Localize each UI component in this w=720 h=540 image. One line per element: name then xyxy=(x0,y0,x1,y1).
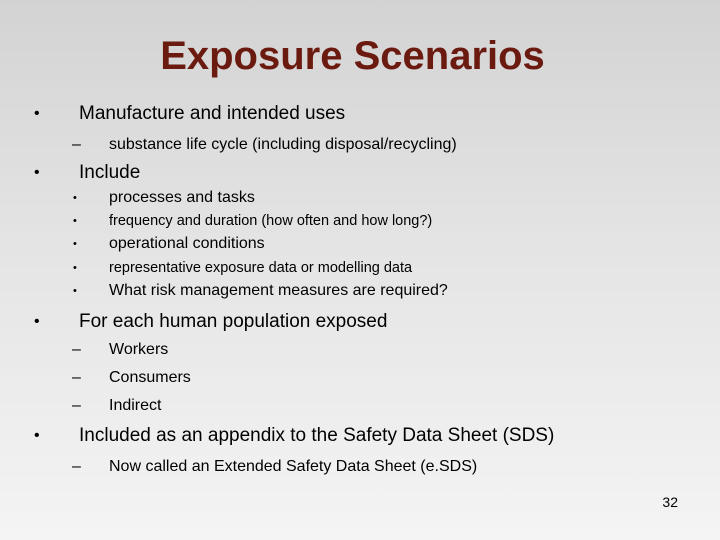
list-item-text: operational conditions xyxy=(109,235,265,252)
bullet: • xyxy=(34,164,40,181)
dash: – xyxy=(72,136,81,153)
list-item-text: Indirect xyxy=(109,397,162,414)
list-item xyxy=(0,133,700,157)
list-item-text: Manufacture and intended uses xyxy=(79,103,346,124)
dash: – xyxy=(72,458,81,475)
bullet: • xyxy=(73,285,77,297)
list-item-text: For each human population exposed xyxy=(79,311,388,332)
list-item-text: Included as an appendix to the Safety Data Sheet (SDS) xyxy=(79,425,555,446)
dash: – xyxy=(72,369,81,386)
list-item xyxy=(0,161,700,185)
list-item xyxy=(0,424,700,448)
bullet: • xyxy=(73,192,77,204)
slide-title: Exposure Scenarios xyxy=(160,34,545,78)
list-item xyxy=(0,256,700,280)
bullet: • xyxy=(34,313,40,330)
dash: – xyxy=(72,397,81,414)
list-item xyxy=(0,279,700,303)
dash: – xyxy=(72,341,81,358)
list-item-text: representative exposure data or modelling data xyxy=(109,260,413,276)
list-item xyxy=(0,102,700,126)
list-item-text: Consumers xyxy=(109,369,191,386)
bullet: • xyxy=(73,262,77,274)
bullet: • xyxy=(34,427,40,444)
list-item-text: What risk management measures are required? xyxy=(109,282,448,299)
bullet: • xyxy=(73,238,77,250)
list-item xyxy=(0,310,700,334)
list-item-text: frequency and duration (how often and how long?) xyxy=(109,213,433,229)
list-item xyxy=(0,394,700,418)
list-item-text: Workers xyxy=(109,341,169,358)
list-item xyxy=(0,186,700,210)
list-item-text: Include xyxy=(79,162,141,183)
list-item xyxy=(0,209,700,233)
list-item-text: substance life cycle (including disposal/recycling) xyxy=(109,136,457,153)
page-number: 32 xyxy=(662,494,678,510)
list-item xyxy=(0,232,700,256)
list-item-text: Now called an Extended Safety Data Sheet (e.SDS) xyxy=(109,458,478,475)
list-item xyxy=(0,366,700,390)
list-item-text: processes and tasks xyxy=(109,189,255,206)
bullet: • xyxy=(34,105,40,122)
list-item xyxy=(0,338,700,362)
list-item xyxy=(0,455,700,479)
bullet: • xyxy=(73,215,77,227)
